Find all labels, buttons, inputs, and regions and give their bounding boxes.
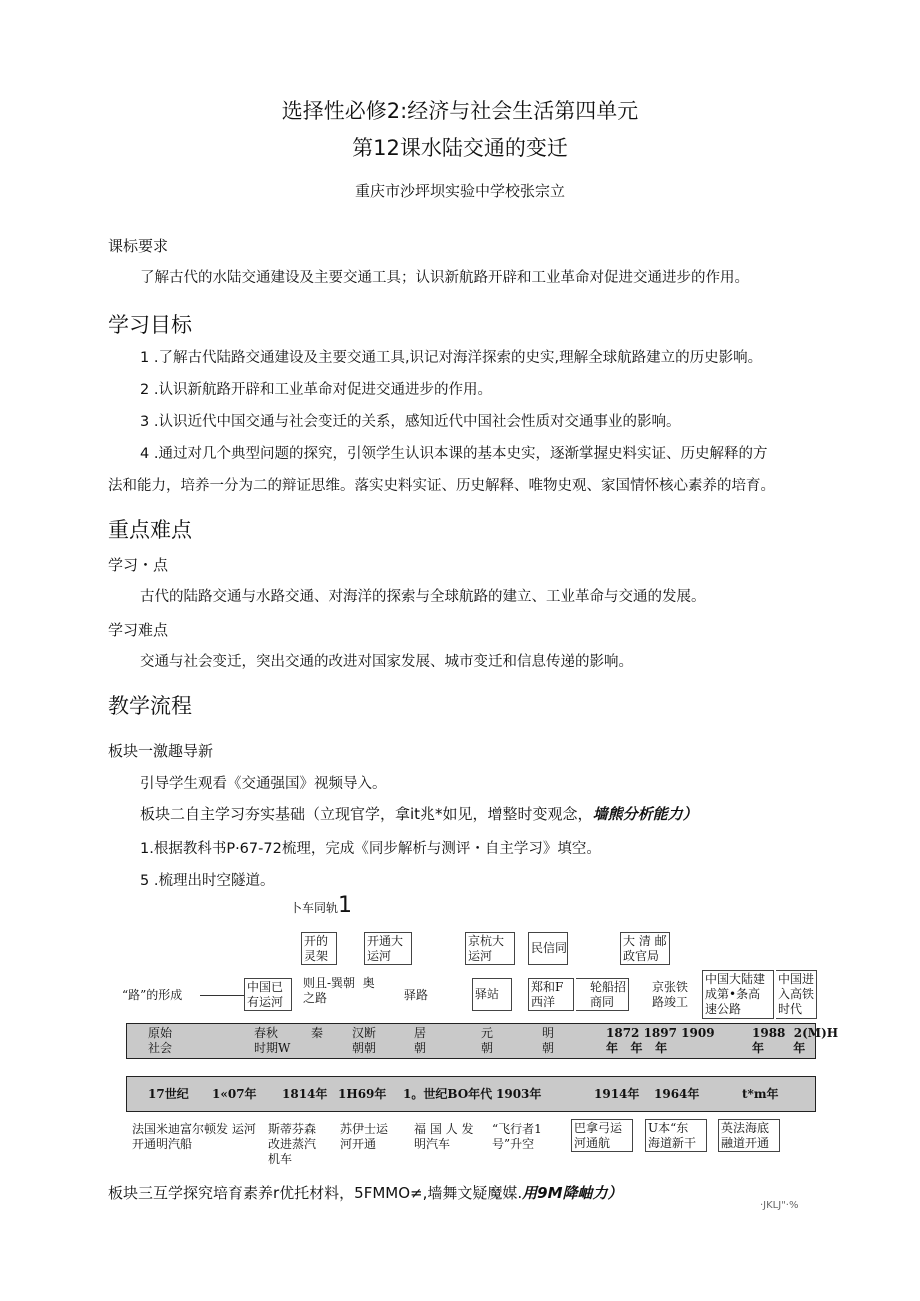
goal-item-1: 1 .了解古代陆路交通建设及主要交通工具,识记对海洋探索的史实,理解全球航路建立的历史影响。 bbox=[140, 350, 763, 366]
process-block1: 板块一激趣导新 bbox=[108, 742, 214, 760]
footer-mark: ·JKLJ"·% bbox=[760, 1200, 799, 1211]
process-block2-main: 板块二自主学习夯实基础（立现官学，拿it兆*如见，增整时变观念， bbox=[140, 805, 593, 823]
world-event-label: 福 国 人 发 明汽车 bbox=[414, 1122, 474, 1151]
doc-author: 重庆市沙坪坝实验中学校张宗立 bbox=[354, 182, 565, 200]
timeline-top-label-big: 1 bbox=[338, 893, 353, 918]
road-label: “路”的形成 bbox=[122, 988, 183, 1002]
period-label: 明 朝 bbox=[542, 1026, 555, 1055]
process-block2-bold: 墙熊分析能力） bbox=[592, 805, 698, 823]
block3-bold: 用9M降岫力） bbox=[522, 1184, 623, 1202]
period-label: 春秋 时期W bbox=[254, 1026, 291, 1055]
goals-heading: 学习目标 bbox=[108, 313, 192, 337]
year-label: 1964年 bbox=[654, 1087, 700, 1101]
event-box: 京杭大 运河 bbox=[465, 932, 515, 965]
connector-line bbox=[200, 995, 244, 996]
keypoints-sub1: 学习・点 bbox=[108, 556, 169, 574]
period-label: 1872 1897 1909 年 年 年 bbox=[606, 1026, 715, 1055]
keypoints-heading: 重点难点 bbox=[108, 518, 192, 542]
process-heading: 教学流程 bbox=[108, 694, 192, 718]
process-block1-text: 引导学生观看《交通强国》视频导入。 bbox=[140, 776, 387, 792]
block3-line bbox=[108, 1182, 623, 1203]
event-box: 中国大陆建 成第•条高 速公路 bbox=[702, 970, 774, 1019]
timeline-top-label-small: 卜车同轨 bbox=[290, 901, 339, 915]
year-label: 17世纪 bbox=[148, 1087, 189, 1101]
event-label: 驿路 bbox=[404, 988, 429, 1002]
standard-heading: 课标要求 bbox=[108, 237, 169, 255]
world-event-label: 斯蒂芬森 改进蒸汽 机车 bbox=[268, 1122, 317, 1166]
event-box: 大 清 邮 政官局 bbox=[620, 932, 670, 965]
event-box: 驿站 bbox=[472, 978, 512, 1011]
standard-text: 了解古代的水陆交通建设及主要交通工具；认识新航路开辟和工业革命对促进交通进步的作用。 bbox=[140, 270, 749, 286]
process-step1: 1.根据教科书P·67-72梳理，完成《同步解析与测评・自主学习》填空。 bbox=[140, 841, 601, 857]
doc-title-line2: 第12课水陆交通的变迁 bbox=[352, 136, 568, 160]
world-event-box: 巴拿弓运 河通航 bbox=[571, 1119, 633, 1152]
period-label: 元 朝 bbox=[481, 1026, 494, 1055]
world-event-box: U本“东 海道新干 bbox=[645, 1119, 707, 1152]
event-label: 京张铁 路竣工 bbox=[652, 980, 689, 1009]
year-label: 1。世纪BO年代 bbox=[403, 1087, 493, 1101]
world-event-box: 英法海底 融道开通 bbox=[718, 1119, 780, 1152]
keypoints-text2: 交通与社会变迁，突出交通的改进对国家发展、城市变迁和信息传递的影响。 bbox=[140, 654, 633, 670]
event-box: 郑和F 西洋 bbox=[528, 978, 574, 1011]
period-label: 汉断 朝朝 bbox=[352, 1026, 377, 1055]
year-label: 1914年 bbox=[594, 1087, 640, 1101]
world-event-label: “飞行者1 号”升空 bbox=[492, 1122, 542, 1151]
doc-title-line1: 选择性必修2:经济与社会生活第四单元 bbox=[281, 99, 639, 123]
year-label: 1814年 bbox=[282, 1087, 328, 1101]
goal-item-4: 4 .通过对几个典型问题的探究，引领学生认识本课的基本史实，逐渐掌握史料实证、历史解释的方 bbox=[140, 446, 768, 462]
period-label: 原始 社会 bbox=[148, 1026, 173, 1055]
goal-item-4-cont: 法和能力，培养一分为二的辩证思维。落实史料实证、历史解释、唯物史观、家国情怀核心素养的培育。 bbox=[108, 478, 775, 494]
timeline-top-label bbox=[290, 893, 352, 918]
event-box: 轮船招 商同 bbox=[576, 978, 629, 1011]
event-box: 开通大 运河 bbox=[364, 932, 412, 965]
event-box: 开的 灵架 bbox=[301, 932, 337, 965]
year-label: 1«07年 bbox=[212, 1087, 257, 1101]
period-label: 1988 2(M)H 年 年 bbox=[752, 1026, 839, 1055]
year-label: 1903年 bbox=[496, 1087, 542, 1101]
goal-item-3: 3 .认识近代中国交通与社会变迁的关系，感知近代中国社会性质对交通事业的影响。 bbox=[140, 414, 681, 430]
world-event-label: 苏伊士运 河开通 bbox=[340, 1122, 389, 1151]
year-label: t*m年 bbox=[742, 1087, 779, 1101]
event-box: 民信同 bbox=[528, 932, 568, 965]
keypoints-text1: 古代的陆路交通与水路交通、对海洋的探索与全球航路的建立、工业革命与交通的发展。 bbox=[140, 589, 706, 605]
period-label: 居 朝 bbox=[414, 1026, 427, 1055]
year-label: 1H69年 bbox=[338, 1087, 387, 1101]
world-event-label: 法国米迪富尔顿发 运河 开通明汽船 bbox=[132, 1122, 256, 1151]
process-block2 bbox=[140, 803, 698, 824]
block3-main: 板块三互学探究培育素养r优托材料，5FMMO≠,墙舞文疑魔媒. bbox=[108, 1184, 523, 1202]
event-label: 则且-巽朝 奥 之路 bbox=[303, 976, 375, 1005]
goal-item-2: 2 .认识新航路开辟和工业革命对促进交通进步的作用。 bbox=[140, 382, 492, 398]
event-box: 中国进 入高铁 时代 bbox=[776, 970, 817, 1019]
process-step5: 5 .梳理出时空隧道。 bbox=[140, 873, 275, 889]
keypoints-sub2: 学习难点 bbox=[108, 621, 169, 639]
event-box: 中国已 有运河 bbox=[244, 978, 292, 1011]
period-label: 秦 bbox=[311, 1026, 324, 1040]
